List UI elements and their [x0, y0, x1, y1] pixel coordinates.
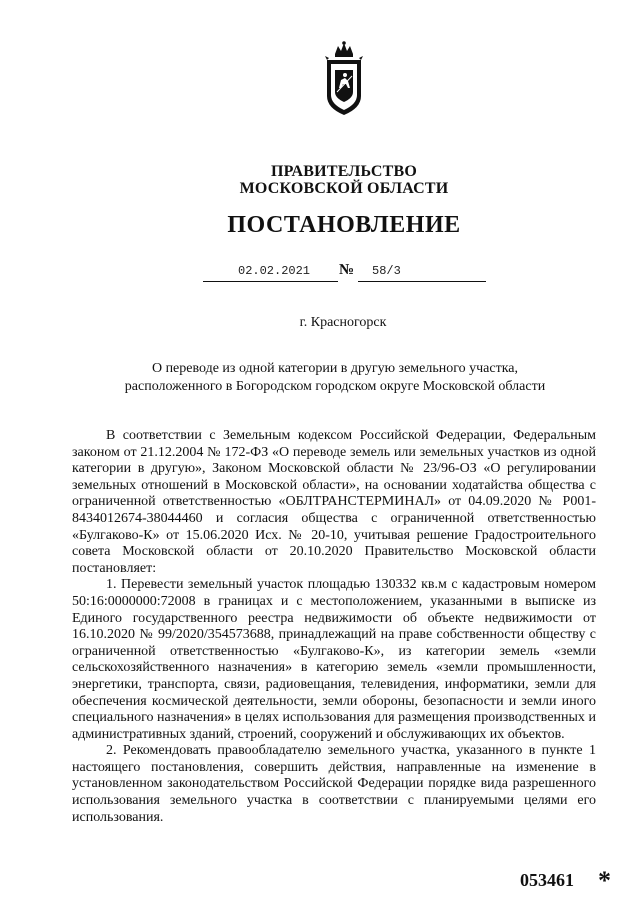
- subject-line2: расположенного в Богородском городском округе Московской области: [124, 379, 546, 394]
- form-serial-number: 053461: [520, 870, 574, 890]
- document-type-title: ПОСТАНОВЛЕНИЕ: [227, 212, 461, 238]
- registration-number: 58/3: [372, 264, 401, 278]
- government-title-line1: ПРАВИТЕЛЬСТВО: [270, 163, 418, 180]
- city-name: г. Красногорск: [299, 315, 387, 330]
- registration-date: 02.02.2021: [238, 264, 311, 278]
- number-sign: №: [339, 262, 355, 278]
- preamble-paragraph: В соответствии с Земельным кодексом Российской Федерации, Федеральным законом от 21.12.2004 № 172-ФЗ «О переводе земель или земельных участков из одной категории в другую», Законом Московской области № 23/96-ОЗ «О регулировании земельных отношений в Московской области», на основании ходатайства общества с ограниченной ответственностью «ОБЛТРАНСТЕРМИНАЛ» от 04.09.2020 № Р001-8434012674-38044460 и согласия общества с ограниченной ответственностью «Булгаково-К» от 15.06.2020 Исх. № 20-10, учитывая решение Градостроительного совета Московской области от 20.10.2020 Правительство Московской области постановляет:: [72, 428, 596, 576]
- number-underline: [358, 281, 486, 282]
- document-body: [72, 428, 596, 826]
- star-mark: *: [598, 866, 611, 895]
- date-underline: [203, 281, 338, 282]
- moscow-oblast-coat-of-arms-icon: [323, 40, 365, 118]
- government-title-line2: МОСКОВСКОЙ ОБЛАСТИ: [239, 180, 449, 197]
- item-2-paragraph: 2. Рекомендовать правообладателю земельного участка, указанного в пункте 1 настоящего постановления, совершить действия, направленные на изменение в установленном законодательством Российской Федерации порядке вида разрешенного использования земельного участка в соответствии с планируемыми целями его использования.: [72, 743, 596, 825]
- item-1-paragraph: 1. Перевести земельный участок площадью 130332 кв.м с кадастровым номером 50:16:0000000:72008 в границах и с местоположением, указанными в выписке из Единого государственного реестра недвижимости об объекте недвижимости от 16.10.2020 № 99/2020/354573688, принадлежащий на праве собственности обществу с ограниченной ответственностью «Булгаково-К», из категории земель «земли сельскохозяйственного назначения» в категорию земель «земли промышленности, энергетики, транспорта, связи, радиовещания, телевидения, информатики, земли для обеспечения космической деятельности, земли обороны, безопасности и земли иного специального назначения» в целях использования для размещения производственных и административных зданий, строений, сооружений и обслуживающих их объектов.: [72, 577, 596, 742]
- document-subject: [0, 360, 640, 396]
- subject-line1: О переводе из одной категории в другую земельного участка,: [151, 361, 519, 376]
